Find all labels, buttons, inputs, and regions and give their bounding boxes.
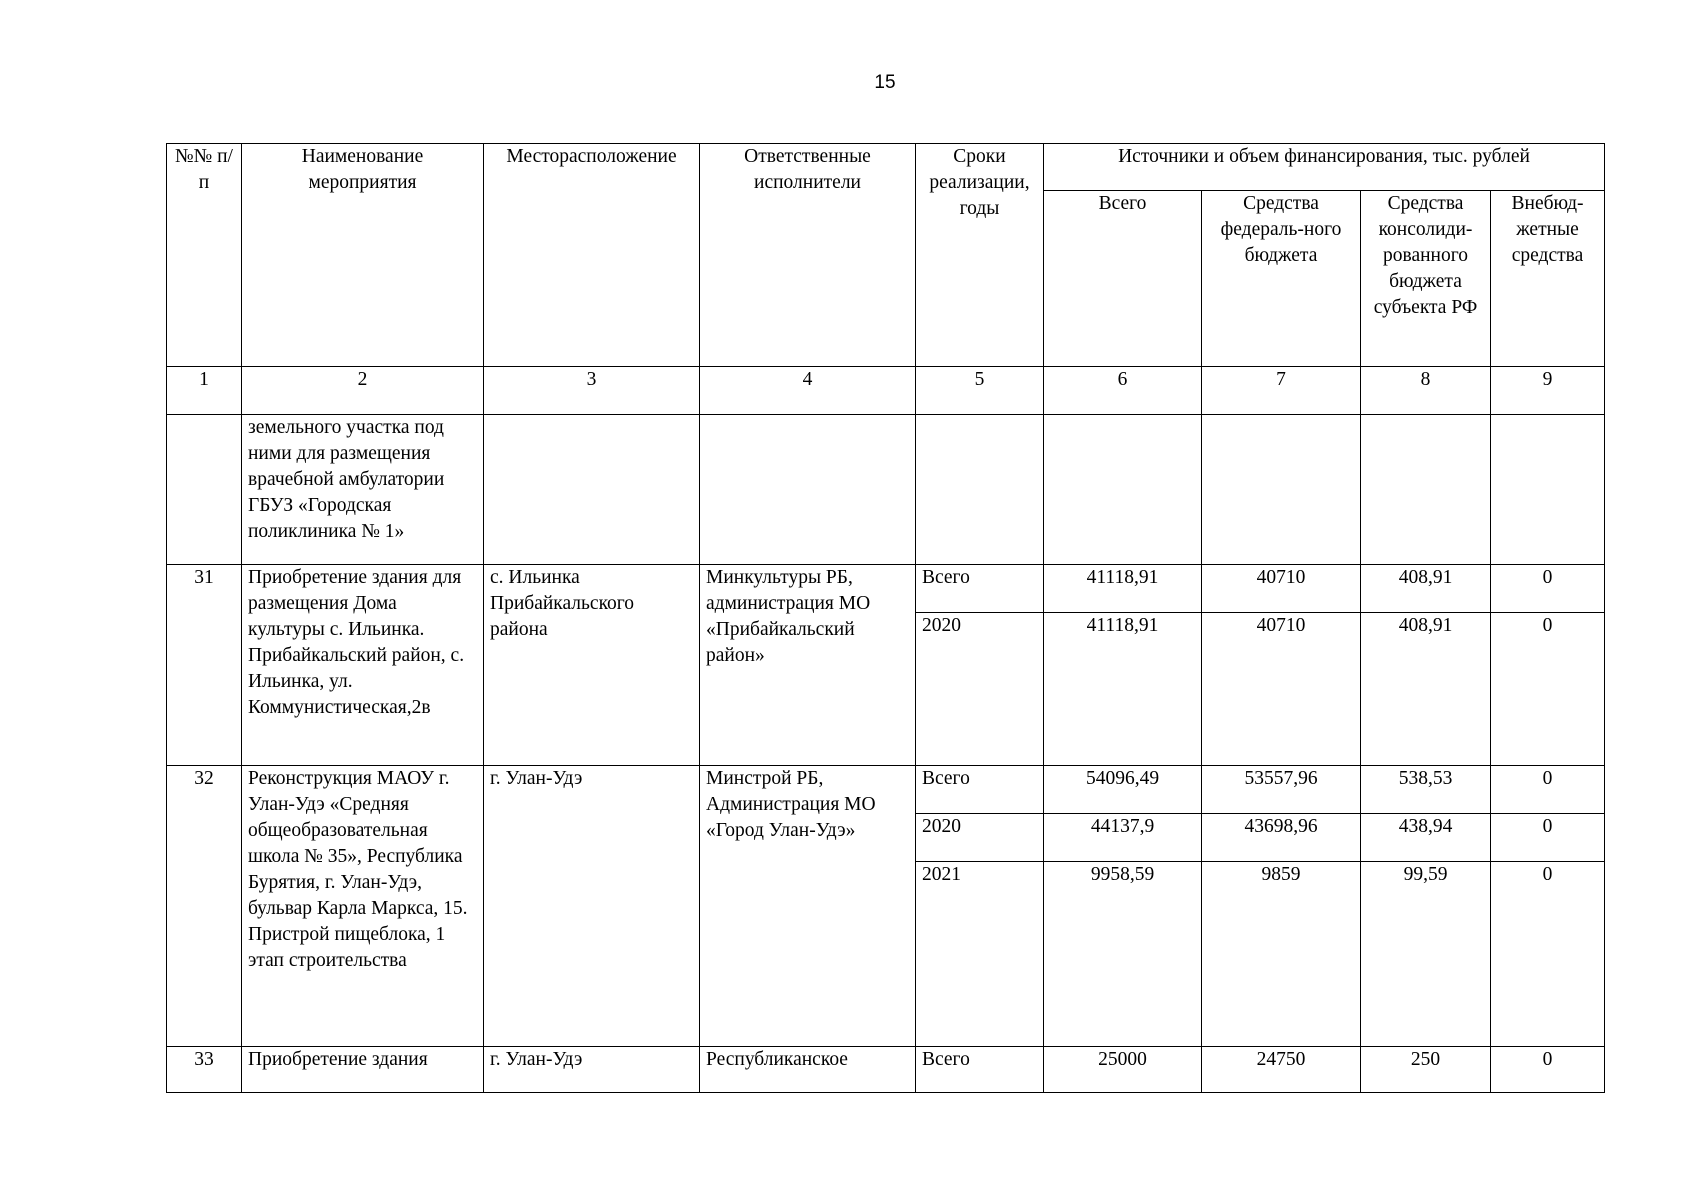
header-num: №№ п/п [167,144,242,367]
federal-value: 40710 [1202,565,1361,613]
column-number: 8 [1361,367,1491,415]
event-location: г. Улан-Удэ [484,1047,700,1093]
extra-value: 0 [1491,814,1605,862]
total-value: 41118,91 [1044,565,1202,613]
extra-value: 0 [1491,565,1605,613]
extra-value: 0 [1491,1047,1605,1093]
term: 2020 [916,814,1044,862]
term: Всего [916,1047,1044,1093]
header-total: Всего [1044,191,1202,367]
header-sources: Источники и объем финансирования, тыс. рублей [1044,144,1605,191]
header-federal: Средства федераль-ного бюджета [1202,191,1361,367]
total-value: 44137,9 [1044,814,1202,862]
header-extra: Внебюд-жетные средства [1491,191,1605,367]
column-number: 7 [1202,367,1361,415]
column-number: 1 [167,367,242,415]
event-responsible: Республиканское [700,1047,916,1093]
extra-value: 0 [1491,613,1605,766]
regional-value: 250 [1361,1047,1491,1093]
total-value: 54096,49 [1044,766,1202,814]
regional-value: 538,53 [1361,766,1491,814]
term: Всего [916,766,1044,814]
financing-table [166,143,1605,1093]
total-value: 41118,91 [1044,613,1202,766]
event-name: Приобретение здания для размещения Дома культуры с. Ильинка. Прибайкальский район, с. Ильинка, ул. Коммунистическая,2в [242,565,484,766]
regional-value: 408,91 [1361,565,1491,613]
column-number: 6 [1044,367,1202,415]
header-name: Наименование мероприятия [242,144,484,367]
event-location: с. Ильинка Прибайкальского района [484,565,700,766]
total-value: 9958,59 [1044,862,1202,1047]
term: 2020 [916,613,1044,766]
column-number: 2 [242,367,484,415]
table-row [167,1047,1605,1093]
column-number: 3 [484,367,700,415]
row-number: 33 [167,1047,242,1093]
term: 2021 [916,862,1044,1047]
event-name: Реконструкция МАОУ г. Улан-Удэ «Средняя общеобразовательная школа № 35», Республика Бурятия, г. Улан-Удэ, бульвар Карла Маркса, 15. Пристрой пищеблока, 1 этап строительства [242,766,484,1047]
header-regional: Средства консолиди-рованного бюджета субъекта РФ [1361,191,1491,367]
regional-value: 438,94 [1361,814,1491,862]
continuation-name: земельного участка под ними для размещения врачебной амбулатории ГБУЗ «Городская поликлиника № 1» [242,415,484,565]
regional-value: 408,91 [1361,613,1491,766]
column-number: 9 [1491,367,1605,415]
table-row [167,565,1605,613]
event-responsible: Минкультуры РБ, администрация МО «Прибайкальский район» [700,565,916,766]
table-row [167,415,1605,565]
extra-value: 0 [1491,766,1605,814]
row-number: 31 [167,565,242,766]
federal-value: 40710 [1202,613,1361,766]
federal-value: 43698,96 [1202,814,1361,862]
header-terms: Сроки реализации, годы [916,144,1044,367]
federal-value: 53557,96 [1202,766,1361,814]
column-number: 5 [916,367,1044,415]
page-number: 15 [874,72,896,93]
extra-value: 0 [1491,862,1605,1047]
header-location: Месторасположение [484,144,700,367]
term: Всего [916,565,1044,613]
event-location: г. Улан-Удэ [484,766,700,1047]
table-row [167,766,1605,814]
column-number: 4 [700,367,916,415]
total-value: 25000 [1044,1047,1202,1093]
regional-value: 99,59 [1361,862,1491,1047]
event-responsible: Минстрой РБ, Администрация МО «Город Улан-Удэ» [700,766,916,1047]
event-name: Приобретение здания [242,1047,484,1093]
federal-value: 24750 [1202,1047,1361,1093]
header-responsible: Ответственные исполнители [700,144,916,367]
federal-value: 9859 [1202,862,1361,1047]
row-number: 32 [167,766,242,1047]
